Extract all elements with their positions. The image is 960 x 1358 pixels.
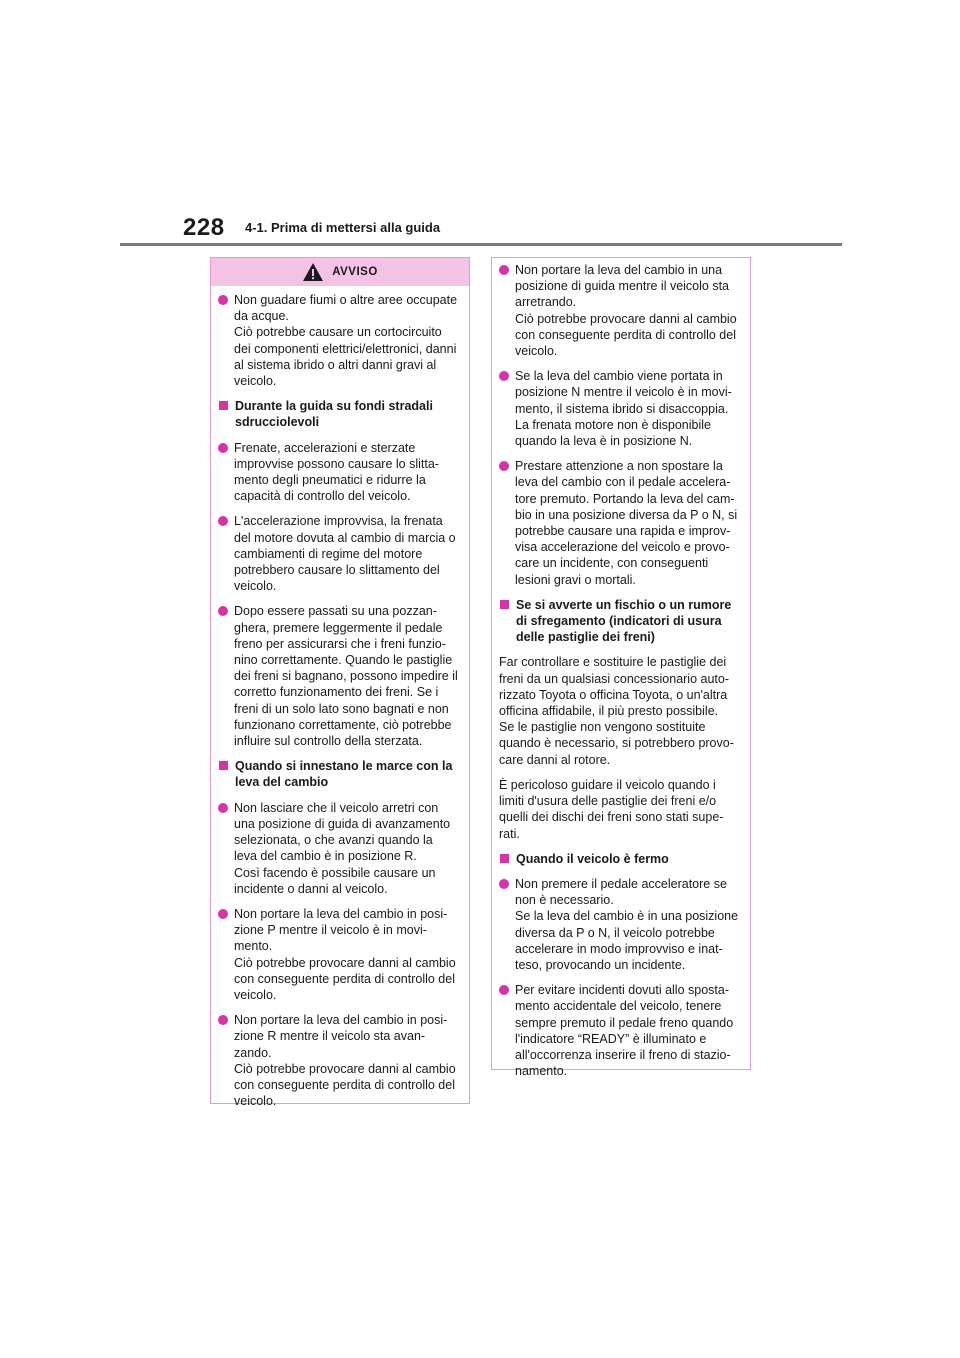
bullet-text: Dopo essere passati su una pozzan- ghera, premere leggermente il pedale freno per assicurarsi che i freni funzio- nino correttamente. Quando le pastiglie dei freni si bagnano, possono impedire il corretto funzionamento dei freni. Se i freni di un solo lato sono bagnati e non funzionano correttamente, ciò potrebbe influire sul controllo della sterzata. bbox=[234, 604, 458, 749]
square-bullet-icon bbox=[219, 401, 228, 410]
subheading bbox=[218, 758, 461, 790]
round-bullet-icon bbox=[218, 909, 228, 919]
bullet-item bbox=[218, 800, 461, 897]
subheading bbox=[499, 851, 742, 867]
warning-triangle-icon bbox=[302, 262, 324, 282]
round-bullet-icon bbox=[218, 516, 228, 526]
bullet-item bbox=[218, 1012, 461, 1109]
bullet-text: Per evitare incidenti dovuti allo sposta- mento accidentale del veicolo, tenere sempre premuto il pedale freno quando l'indicatore “READY” è illuminato e all'occorrenza inserire il freno di stazio- namento. bbox=[515, 983, 734, 1079]
left-column-content bbox=[211, 292, 469, 1109]
bullet-text: Frenate, accelerazioni e sterzate improvvise possono causare lo slitta- mento degli pneumatici e ridurre la capacità di controllo del veicolo. bbox=[234, 440, 439, 504]
bullet-item bbox=[499, 876, 742, 973]
bullet-text: Se la leva del cambio viene portata in posizione N mentre il veicolo è in movi- mento, il sistema ibrido si disaccoppia. La frenata motore non è disponibile quando la leva è in posizione N. bbox=[515, 369, 732, 449]
right-column-content bbox=[492, 258, 750, 1079]
bullet-text: Non guadare fiumi o altre aree occupate da acque. Ciò potrebbe causare un cortocircuito dei componenti elettrici/elettronici, danni al sistema ibrido o altri danni gravi al veicolo. bbox=[234, 293, 458, 389]
bullet-item bbox=[499, 982, 742, 1079]
bullet-text: Non portare la leva del cambio in una posizione di guida mentre il veicolo sta arretrando. Ciò potrebbe provocare danni al cambio con conseguente perdita di controllo del veicolo. bbox=[515, 263, 737, 359]
subheading-text: Quando il veicolo è fermo bbox=[516, 851, 669, 866]
bullet-item bbox=[218, 440, 461, 505]
warning-panel-left bbox=[210, 257, 470, 1109]
warning-panel-right bbox=[491, 257, 751, 1079]
square-bullet-icon bbox=[500, 600, 509, 609]
subheading bbox=[218, 398, 461, 430]
body-paragraph: Far controllare e sostituire le pastiglie dei freni da un qualsiasi concessionario auto- rizzato Toyota o officina Toyota, o un'altra officina affidabile, il più presto possibile. Se le pastiglie non vengono sostituite quando è necessario, si potrebbero provo- care danni al rotore. bbox=[499, 655, 734, 767]
warning-title: AVVISO bbox=[332, 266, 378, 278]
bullet-text: Non portare la leva del cambio in posi- zione R mentre il veicolo sta avan- zando. Ciò potrebbe provocare danni al cambio con conseguente perdita di controllo del veicolo. bbox=[234, 1013, 456, 1109]
round-bullet-icon bbox=[499, 371, 509, 381]
warning-header bbox=[211, 258, 469, 286]
round-bullet-icon bbox=[218, 606, 228, 616]
subheading-text: Se si avverte un fischio o un rumore di sfregamento (indicatori di usura delle pastiglie dei freni) bbox=[516, 597, 732, 645]
section-title: 4-1. Prima di mettersi alla guida bbox=[245, 220, 441, 235]
bullet-text: L'accelerazione improvvisa, la frenata del motore dovuta al cambio di marcia o cambiamenti di regime del motore potrebbero causare lo slittamento del veicolo. bbox=[234, 514, 456, 594]
square-bullet-icon bbox=[219, 761, 228, 770]
bullet-item bbox=[499, 368, 742, 449]
bullet-text: Non portare la leva del cambio in posi- zione P mentre il veicolo è in movi- mento. Ciò potrebbe provocare danni al cambio con conseguente perdita di controllo del veicolo. bbox=[234, 906, 456, 1002]
header-rule bbox=[120, 243, 842, 246]
page-number: 228 bbox=[183, 214, 225, 241]
round-bullet-icon bbox=[499, 461, 509, 471]
bullet-text: Prestare attenzione a non spostare la leva del cambio con il pedale accelera- tore premuto. Portando la leva del cam- bio in una posizione diversa da P o N, si potrebbe causare una rapida e improv- visa accelerazione del veicolo e provo- care un incidente, con conseguenti lesioni gravi o mortali. bbox=[515, 459, 738, 587]
bullet-item bbox=[218, 906, 461, 1003]
round-bullet-icon bbox=[218, 803, 228, 813]
bullet-item bbox=[218, 603, 461, 749]
bullet-item bbox=[218, 513, 461, 594]
round-bullet-icon bbox=[499, 985, 509, 995]
square-bullet-icon bbox=[500, 854, 509, 863]
round-bullet-icon bbox=[218, 443, 228, 453]
bullet-item bbox=[499, 262, 742, 359]
round-bullet-icon bbox=[499, 265, 509, 275]
subheading-text: Quando si innestano le marce con la leva del cambio bbox=[235, 759, 453, 790]
round-bullet-icon bbox=[218, 1015, 228, 1025]
subheading bbox=[499, 597, 742, 646]
bullet-item bbox=[218, 292, 461, 389]
body-paragraph: È pericoloso guidare il veicolo quando i limiti d'usura delle pastiglie dei freni e/o quelli dei dischi dei freni sono stati supe- rati. bbox=[499, 777, 724, 841]
round-bullet-icon bbox=[499, 879, 509, 889]
bullet-text: Non premere il pedale acceleratore se non è necessario. Se la leva del cambio è in una posizione diversa da P o N, il veicolo potrebbe accelerare in modo improvviso e inat- teso, provocando un incidente. bbox=[515, 876, 739, 972]
bullet-text: Non lasciare che il veicolo arretri con una posizione di guida di avanzamento selezionata, o che avanzi quando la leva del cambio è in posizione R. Così facendo è possibile causare un incidente o danni al veicolo. bbox=[234, 800, 451, 896]
subheading-text: Durante la guida su fondi stradali sdrucciolevoli bbox=[235, 399, 433, 430]
round-bullet-icon bbox=[218, 295, 228, 305]
bullet-item bbox=[499, 458, 742, 588]
